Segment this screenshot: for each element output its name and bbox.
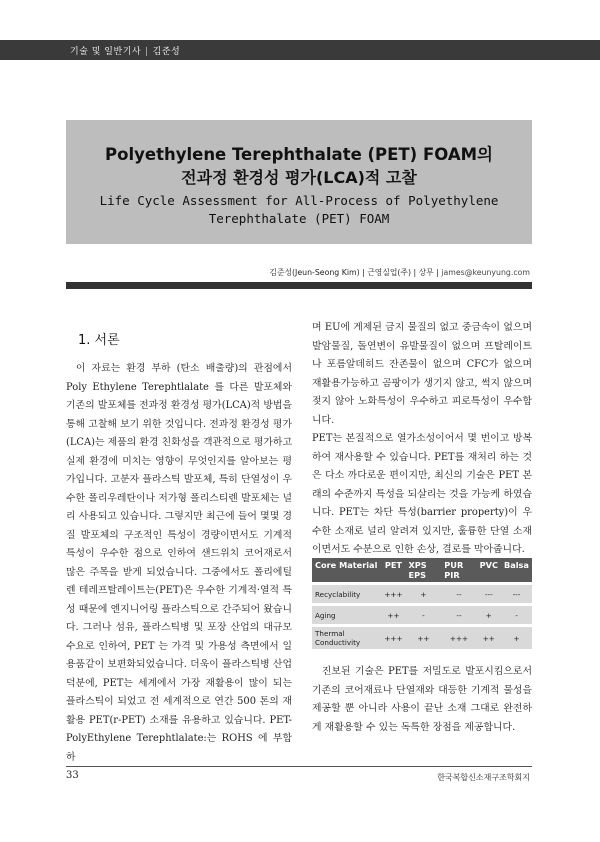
table-header-cell: PUR PIR	[441, 558, 476, 584]
right-paragraph: 진보된 기술은 PET를 저밀도로 발포시킴으로서 기존의 코어재료나 단열재와 대등한 기계적 물성을 제공할 뿐 아니라 사용이 끝난 소재 그대로 완전하게 재활용할 수 있는 독특한 장점을 제공합니다.	[312, 666, 532, 733]
table-cell: --	[441, 584, 476, 605]
title-korean-line2: 전과정 환경성 평가(LCA)적 고찰	[181, 168, 417, 187]
table-cell: +++	[381, 626, 405, 650]
header-separator: |	[145, 47, 149, 57]
table-row-label: Aging	[312, 605, 381, 626]
table-cell: +	[501, 626, 532, 650]
table-cell: ++	[477, 626, 501, 650]
author-name: 김준성(Jeun-Seong Kim)	[269, 268, 360, 277]
page-number: 33	[66, 770, 79, 781]
author-affiliation: 근영실업(주)	[367, 268, 411, 277]
running-header	[70, 44, 180, 57]
author-email: james@keunyung.com	[441, 268, 530, 277]
title-rule	[66, 282, 532, 289]
title-korean-line1: Polyethylene Terephthalate (PET) FOAM의	[105, 145, 493, 164]
table-row	[312, 605, 532, 626]
right-column-lower	[312, 663, 532, 737]
table-cell: ++	[405, 626, 441, 650]
author-position: 상무	[418, 268, 434, 277]
table-header-cell: PET	[381, 558, 405, 584]
header-author: 김준성	[152, 47, 181, 57]
material-comparison-table	[312, 558, 532, 649]
table-row-label: Thermal Conductivity	[312, 626, 381, 650]
byline-sep-2: |	[413, 268, 417, 277]
table-cell: ++	[381, 605, 405, 626]
journal-name: 한국복합신소재구조학회지	[437, 773, 530, 782]
table-cell: -	[501, 605, 532, 626]
table-cell: +	[405, 584, 441, 605]
table-header-cell: PVC	[477, 558, 501, 584]
table-row-label: Recyclability	[312, 584, 381, 605]
header-category: 기술 및 일반기사	[70, 47, 142, 57]
title-english-line2: Terephthalate (PET) FOAM	[208, 211, 390, 226]
table-header-cell: XPS EPS	[405, 558, 441, 584]
table-cell: +++	[381, 584, 405, 605]
table-cell: -	[405, 605, 441, 626]
right-paragraph: PET는 본질적으로 열가소성이어서 몇 번이고 방복하여 재사용할 수 있습니다. PET를 재처리 하는 것은 다소 까다로운 편이지만, 최신의 기술은 PET 본래의 수준까지 특성을 되살리는 것을 가능케 하였습니다. PET는 차단 특성(barrier property)이 우수한 소재로 널리 알려져 있지만, 훌륭한 단열 소재이면서도 수분으로 인한 손상, 결로를 막아줍니다.	[312, 433, 532, 555]
table-cell: +	[477, 605, 501, 626]
byline-sep-3: |	[436, 268, 439, 277]
table-header-row	[312, 558, 532, 584]
table-row	[312, 626, 532, 650]
left-column	[66, 360, 292, 767]
right-paragraph: 며 EU에 게제된 금지 물질의 없고 중금속이 없으며 발암물질, 돌연변이 유발물질이 없으며 프탈레이트나 포름알데히드 잔존물이 없으며 CFC가 없으며 재활용가능하고 곰팡이가 생기지 않고, 썩지 않으며 젖지 않아 노화특성이 우수하고 피로특성이 우수합니다.	[312, 322, 532, 426]
footer-rule	[66, 766, 532, 767]
byline-sep-1: |	[362, 268, 365, 277]
table-cell: ---	[477, 584, 501, 605]
table-cell: +++	[441, 626, 476, 650]
section-heading: 1. 서론	[78, 333, 120, 348]
title-english-line1: Life Cycle Assessment for All-Process of Polyethylene	[99, 193, 499, 208]
byline	[269, 267, 530, 278]
table-cell: ---	[501, 584, 532, 605]
table-row	[312, 584, 532, 605]
table-header-cell: Balsa	[501, 558, 532, 584]
table-header-cell: Core Material	[312, 558, 381, 584]
right-column	[312, 319, 532, 560]
table-cell: --	[441, 605, 476, 626]
left-paragraph: 이 자료는 환경 부하 (탄소 배출량)의 관점에서 Poly Ethylene Terephtlalate 를 다른 발포체와 기존의 발포체를 전과정 환경성 평가(LCA)적 방법을 통해 고찰해 보기 위한 것입니다. 전과정 환경성 평가(LCA)는 제품의 환경 친화성을 객관적으로 평가하고 실제 환경에 미치는 영향이 무엇인지를 알아보는 평가입니다. 고분자 플라스틱 발포체, 특히 단열성이 우수한 폴리우레탄이나 저가형 폴리스티렌 발포체는 널리 사용되고 있습니다. 그렇지만 최근에 들어 몇몇 경질 발포체의 구조적인 특성이 경량이면서도 기계적 특성이 우수한 점으로 인하여 샌드위치 코어재로서 많은 주목을 받게 되었습니다. 그중에서도 폴리에틸렌 테레프탈레이트는(PET)은 우수한 기계적·열적 특성 때문에 엔지니어링 플라스틱으로 간주되어 왔습니다. 그러나 섬유, 플라스틱병 및 포장 산업의 대규모 수요로 인하여, PET 는 가격 및 가용성 측면에서 일용품같이 보편화되었습니다. 더욱이 플라스틱병 산업 덕분에, PET는 세계에서 가장 재활용이 많이 되는 플라스틱이 되었고 전 세계적으로 연간 500 톤의 재활용 PET(r-PET) 소재를 유용하고 있습니다. PET-PolyEthylene Terephtlalate:는 ROHS 에 부합하	[66, 363, 292, 763]
